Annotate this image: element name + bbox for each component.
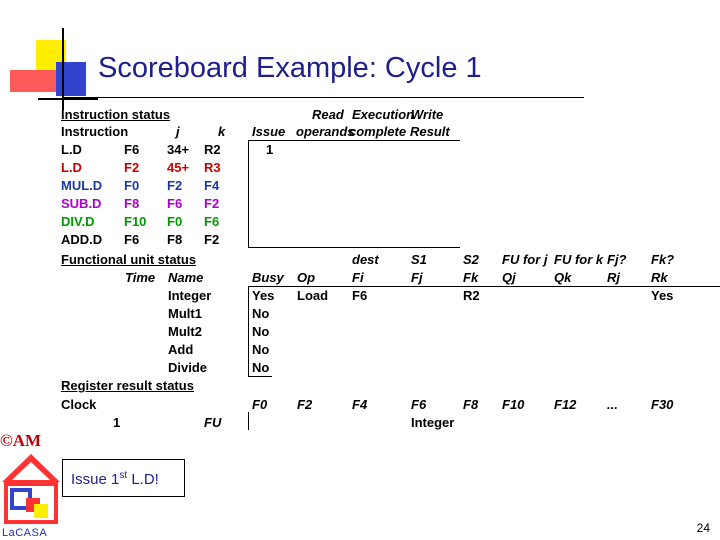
col-s1-1: S1 <box>411 252 427 267</box>
fu-rk: Yes <box>651 288 674 303</box>
col-exec-2: complete <box>349 124 407 139</box>
callout-text: Issue 1st L.D! <box>71 470 159 488</box>
fu-name: Divide <box>168 360 208 375</box>
instr-j: F0 <box>167 214 183 229</box>
register-left-rule <box>248 412 249 430</box>
col-read-1: Read <box>312 107 344 122</box>
col-s2-1: S2 <box>463 252 479 267</box>
fu-name: Mult2 <box>168 324 202 339</box>
col-fkq-2: Rk <box>651 270 668 285</box>
instr-issue: 1 <box>266 142 274 157</box>
instr-k: F6 <box>204 214 220 229</box>
register-name: F12 <box>554 397 577 412</box>
col-issue: Issue <box>252 124 286 139</box>
col-fuk-1: FU for k <box>554 252 604 267</box>
col-fuj-2: Qj <box>502 270 516 285</box>
instr-dest: F10 <box>124 214 147 229</box>
col-s2-2: Fk <box>463 270 479 285</box>
col-fjq-2: Rj <box>607 270 620 285</box>
col-op: Op <box>297 270 316 285</box>
corner-horizontal-line <box>38 98 98 100</box>
col-s1-2: Fj <box>411 270 423 285</box>
fu-busy: No <box>252 306 270 321</box>
instr-op: L.D <box>61 142 82 157</box>
fu-busy: No <box>252 342 270 357</box>
register-name: F0 <box>252 397 268 412</box>
clock-label: Clock <box>61 397 97 412</box>
fu-fk: R2 <box>463 288 480 303</box>
fu-busy: No <box>252 360 270 375</box>
register-name: F8 <box>463 397 479 412</box>
instr-k: F2 <box>204 196 220 211</box>
instr-dest: F8 <box>124 196 140 211</box>
register-name: F6 <box>411 397 427 412</box>
instr-header-rule <box>248 140 460 141</box>
instr-j: F8 <box>167 232 183 247</box>
col-instruction: Instruction <box>61 124 129 139</box>
instr-dest: F2 <box>124 160 140 175</box>
page-number: 24 <box>696 521 710 535</box>
fu-busy: No <box>252 324 270 339</box>
instr-op: DIV.D <box>61 214 95 229</box>
instr-left-rule <box>248 140 249 248</box>
fu-bottom-rule <box>248 376 272 377</box>
register-name: F4 <box>352 397 368 412</box>
register-name: F2 <box>297 397 313 412</box>
register-name: F30 <box>651 397 674 412</box>
instr-j: 34+ <box>167 142 190 157</box>
instr-dest: F0 <box>124 178 140 193</box>
clock-value: 1 <box>113 415 121 430</box>
col-exec-1: Execution <box>352 107 415 122</box>
fu-name: Add <box>168 342 194 357</box>
instr-k: F2 <box>204 232 220 247</box>
fu-fi: F6 <box>352 288 368 303</box>
fu-busy: Yes <box>252 288 275 303</box>
fu-left-rule <box>248 286 249 376</box>
col-time: Time <box>125 270 156 285</box>
instruction-status-heading: Instruction status <box>61 107 171 122</box>
fu-status-heading: Functional unit status <box>61 252 197 267</box>
fu-name: Mult1 <box>168 306 202 321</box>
fu-label: FU <box>204 415 222 430</box>
col-fuj-1: FU for j <box>502 252 548 267</box>
instr-op: L.D <box>61 160 82 175</box>
col-busy: Busy <box>252 270 284 285</box>
register-status-heading: Register result status <box>61 378 194 393</box>
instr-dest: F6 <box>124 142 140 157</box>
col-name: Name <box>168 270 204 285</box>
col-fjq-1: Fj? <box>607 252 627 267</box>
col-write-2: Result <box>410 124 450 139</box>
register-name: F10 <box>502 397 525 412</box>
instr-k: R3 <box>204 160 221 175</box>
fu-header-rule <box>248 286 720 287</box>
corner-blue-block <box>56 62 86 96</box>
slide-title: Scoreboard Example: Cycle 1 <box>98 52 482 84</box>
am-logo-text: ©AM <box>0 431 42 450</box>
instr-bottom-rule <box>248 247 460 248</box>
col-dest-2: Fi <box>352 270 364 285</box>
instr-op: ADD.D <box>61 232 103 247</box>
instr-op: MUL.D <box>61 178 103 193</box>
instr-j: F2 <box>167 178 183 193</box>
callout-box <box>62 459 185 497</box>
col-dest-1: dest <box>352 252 379 267</box>
instr-j: F6 <box>167 196 183 211</box>
instr-k: F4 <box>204 178 220 193</box>
instr-op: SUB.D <box>61 196 102 211</box>
lacasa-label: LaCASA <box>2 527 48 539</box>
col-fuk-2: Qk <box>554 270 572 285</box>
fu-op: Load <box>297 288 329 303</box>
col-j: j <box>176 124 180 139</box>
title-underline <box>64 97 584 98</box>
instr-j: 45+ <box>167 160 190 175</box>
register-name: ... <box>607 397 618 412</box>
instr-dest: F6 <box>124 232 140 247</box>
col-fkq-1: Fk? <box>651 252 675 267</box>
lacasa-house-icon <box>0 452 62 528</box>
col-k: k <box>218 124 226 139</box>
register-value: Integer <box>411 415 455 430</box>
fu-name: Integer <box>168 288 212 303</box>
col-write-1: Write <box>411 107 444 122</box>
col-read-2: operands <box>296 124 355 139</box>
instr-k: R2 <box>204 142 221 157</box>
